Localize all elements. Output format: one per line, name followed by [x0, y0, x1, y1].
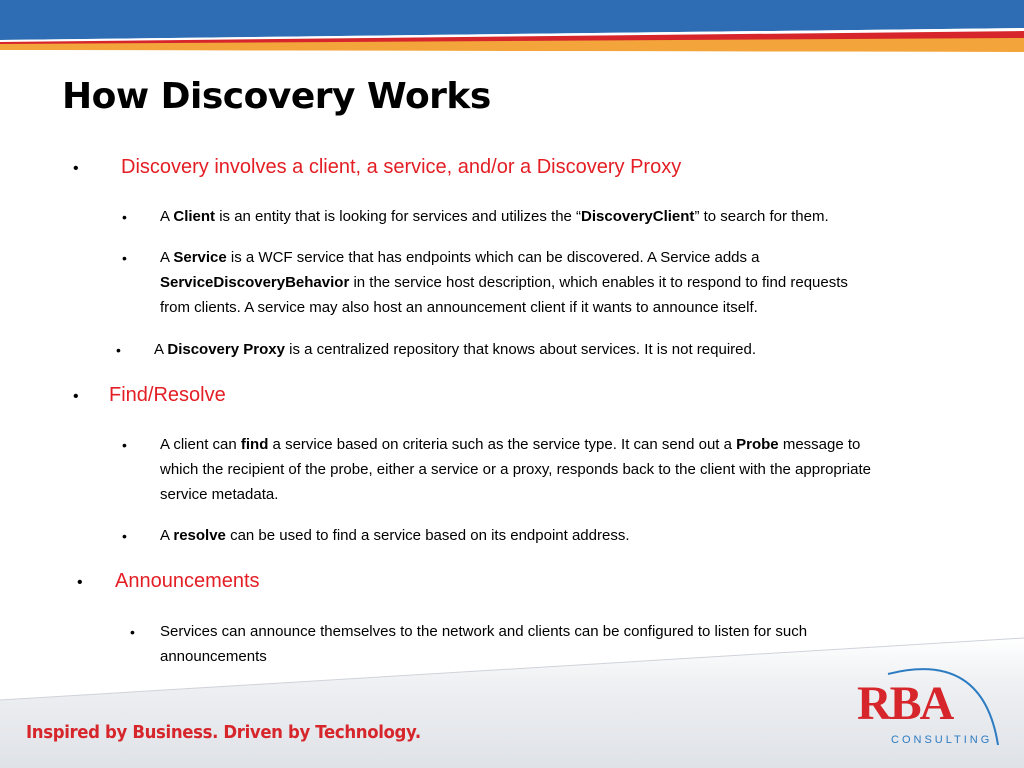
item-discovery-proxy: A Discovery Proxy is a centralized repository that knows about services. It is not required.	[154, 341, 756, 358]
footer-tagline: Inspired by Business. Driven by Technology.	[26, 722, 421, 743]
item-find: A client can find a service based on criteria such as the service type. It can send out a Probe message to which the recipient of the probe, either a service or a proxy, responds back to the client with the appropriate service metadata.	[160, 436, 871, 503]
bullet-icon: •	[73, 388, 79, 405]
bullet-icon: •	[122, 437, 127, 453]
bullet-icon: •	[73, 160, 79, 177]
bullet-icon: •	[122, 250, 127, 266]
bullet-icon: •	[77, 574, 83, 591]
item-service: A Service is a WCF service that has endpoints which can be discovered. A Service adds a ServiceDiscoveryBehavior in the service host description, which enables it to respond to find requests from clients. A service may also host an announcement client if it wants to announce itself.	[160, 249, 848, 316]
section-heading-find-resolve: Find/Resolve	[109, 384, 226, 406]
item-announce: Services can announce themselves to the network and clients can be configured to listen for such announcements	[160, 623, 808, 665]
bullet-icon: •	[122, 528, 127, 544]
item-resolve: A resolve can be used to find a service based on its endpoint address.	[160, 527, 630, 544]
item-client: A Client is an entity that is looking for services and utilizes the “DiscoveryClient” to search for them.	[160, 208, 829, 225]
section-heading-announcements: Announcements	[115, 570, 260, 592]
bullet-icon: •	[116, 342, 121, 358]
bullet-icon: •	[130, 624, 135, 640]
company-logo-subtitle: CONSULTING	[891, 734, 993, 746]
bullet-icon: •	[122, 209, 127, 225]
company-logo: RBA	[857, 677, 953, 730]
header-decorative-band	[0, 0, 1024, 60]
section-heading-discovery: Discovery involves a client, a service, and/or a Discovery Proxy	[121, 156, 682, 178]
slide-title: How Discovery Works	[62, 76, 491, 117]
